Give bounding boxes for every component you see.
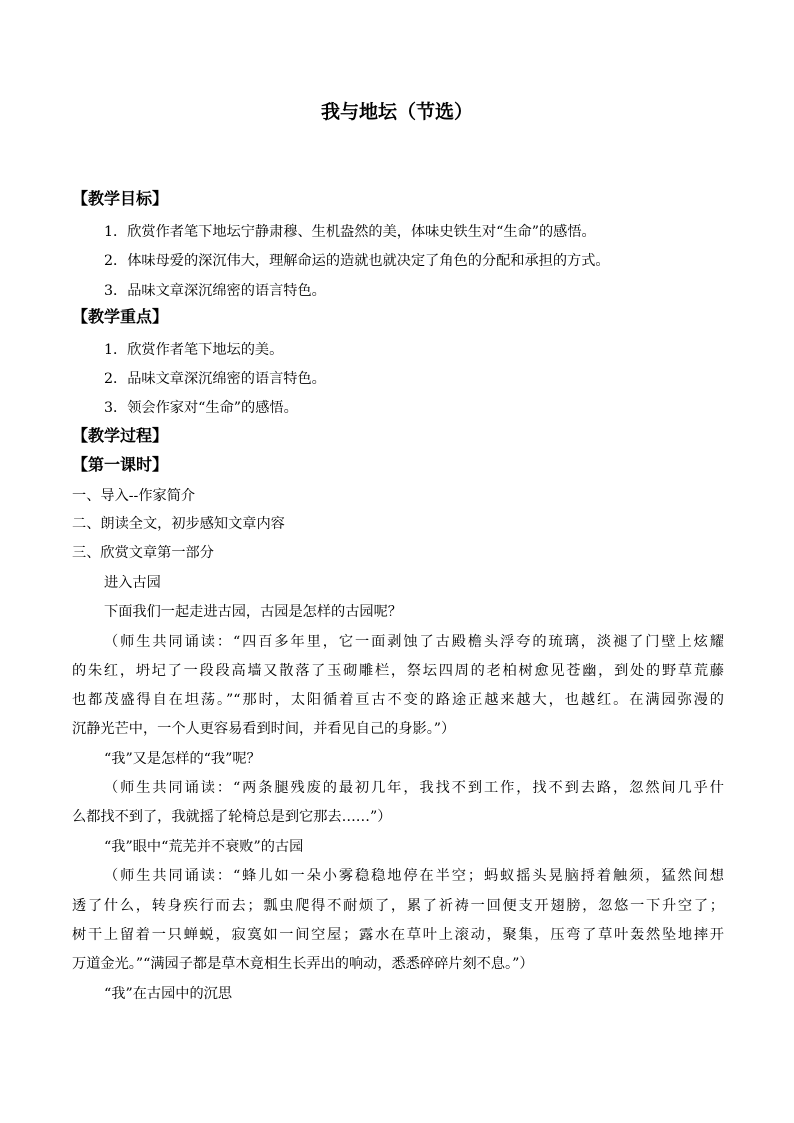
question-4: “我”在古园中的沉思 — [104, 986, 233, 1002]
goal-item-2: 2．体味母爱的深沉伟大，理解命运的造就也就决定了角色的分配和承担的方式。 — [104, 253, 610, 269]
sub-enter-garden: 进入古园 — [104, 575, 161, 591]
goals-heading: 【教学目标】 — [72, 189, 169, 208]
question-3: “我”眼中“荒芜并不衰败”的古园 — [104, 839, 304, 855]
step-3: 三、欣赏文章第一部分 — [72, 545, 214, 561]
key-point-2: 2．品味文章深沉绵密的语言特色。 — [104, 371, 326, 387]
reading-1-line-2: 的朱红，坍圮了一段段高墙又散落了玉砌雕栏，祭坛四周的老柏树愈见苍幽，到处的野草荒藤 — [72, 663, 724, 679]
key-points-heading: 【教学重点】 — [72, 307, 169, 326]
process-heading: 【教学过程】 — [72, 426, 169, 445]
key-point-3: 3．领会作家对“生命”的感悟。 — [104, 400, 298, 416]
reading-3-line-3: 树干上留着一只蝉蜕，寂寞如一间空屋；露水在草叶上滚动，聚集，压弯了草叶轰然坠地摔开 — [72, 927, 724, 943]
goal-item-3: 3．品味文章深沉绵密的语言特色。 — [104, 283, 326, 299]
lesson-heading: 【第一课时】 — [72, 455, 169, 474]
document-title: 我与地坛（节选） — [320, 101, 473, 123]
question-2: “我”又是怎样的“我”呢？ — [104, 751, 261, 767]
reading-3-line-1: （师生共同诵读：“蜂儿如一朵小雾稳稳地停在半空；蚂蚁摇头晃脑捋着触须，猛然间想 — [104, 868, 724, 884]
reading-2-line-2: 么都找不到了，我就摇了轮椅总是到它那去……”） — [72, 809, 392, 825]
reading-1-line-4: 沉静光芒中，一个人更容易看到时间，并看见自己的身影。”） — [72, 721, 456, 737]
step-1: 一、导入--作家简介 — [72, 488, 196, 504]
key-point-1: 1．欣赏作者笔下地坛的美。 — [104, 342, 284, 358]
step-2: 二、朗读全文，初步感知文章内容 — [72, 516, 285, 532]
question-1: 下面我们一起走进古园，古园是怎样的古园呢？ — [104, 604, 402, 620]
goal-item-1: 1．欣赏作者笔下地坛宁静肃穆、生机盎然的美，体味史铁生对“生命”的感悟。 — [104, 224, 596, 240]
reading-3-line-2: 透了什么，转身疾行而去；瓢虫爬得不耐烦了，累了祈祷一回便支开翅膀，忽悠一下升空了； — [72, 898, 724, 914]
reading-2-line-1: （师生共同诵读：“两条腿残废的最初几年，我找不到工作，找不到去路，忽然间几乎什 — [104, 780, 724, 796]
reading-3-line-4: 万道金光。”“满园子都是草木竟相生长弄出的响动，悉悉碎碎片刻不息。”） — [72, 956, 534, 972]
reading-1-line-3: 也都茂盛得自在坦荡。”“那时，太阳循着亘古不变的路途正越来越大，也越红。在满园弥漫的 — [72, 692, 724, 708]
reading-1-line-1: （师生共同诵读：“四百多年里，它一面剥蚀了古殿檐头浮夸的琉璃，淡褪了门壁上炫耀 — [104, 634, 724, 650]
